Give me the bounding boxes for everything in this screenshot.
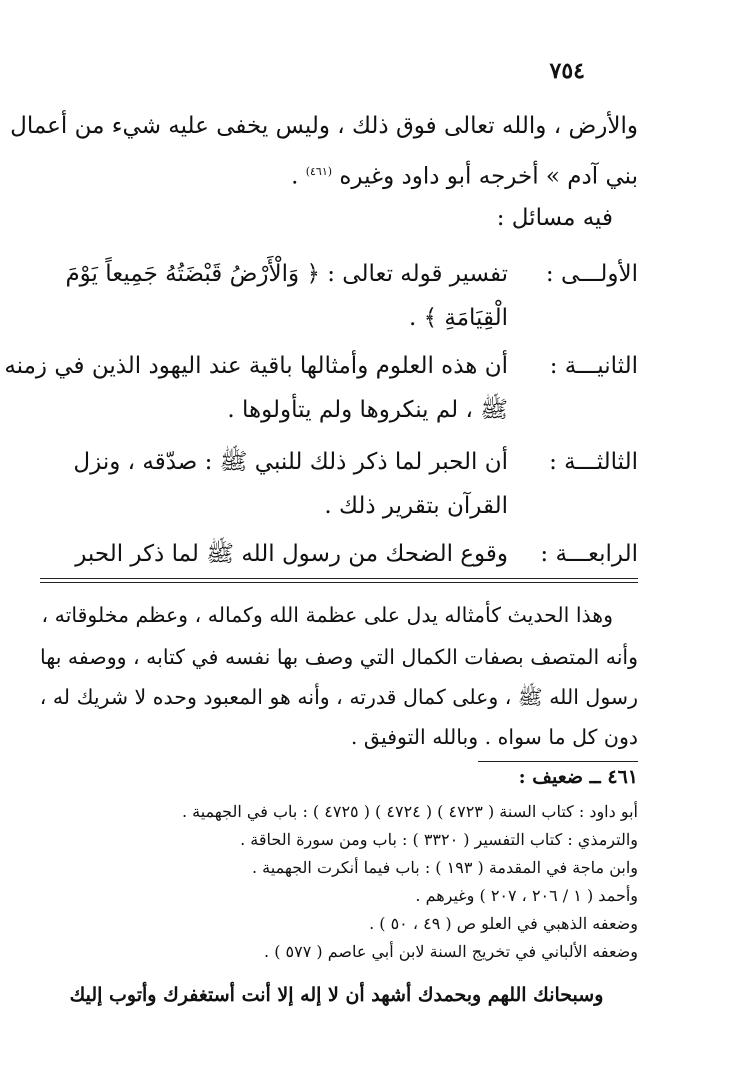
issue-line: تفسير قوله تعالى : ﴿ وَالْأَرْضُ قَبْضَتُهُ جَمِيعاً يَوْمَ [65, 261, 508, 287]
footnote-line: والترمذي : كتاب التفسير ( ٣٣٢٠ ) : باب ومن سورة الحاقة . [240, 830, 638, 849]
closing-supplication: وسبحانك اللهم وبحمدك أشهد أن لا إله إلا أنت أستغفرك وأتوب إليك [69, 984, 604, 1006]
issue-label: الثالثـــة : [549, 449, 638, 475]
text-line: بني آدم » أخرجه أبو داود وغيره $^{(٤٦١)}$ . [291, 163, 638, 190]
text-line: دون كل ما سواه . وبالله التوفيق . [350, 725, 638, 749]
section-heading: فيه مسائل : [496, 205, 613, 231]
page-number: ٧٥٤ [549, 58, 585, 84]
text-line: والأرض ، والله تعالى فوق ذلك ، وليس يخفى عليه شيء من أعمال [10, 113, 638, 139]
footnote-line: وضعفه الألباني في تخريج السنة لابن أبي عاصم ( ٥٧٧ ) . [264, 942, 638, 961]
footnote-line: أبو داود : كتاب السنة ( ٤٧٢٣ ) ( ٤٧٢٤ ) ( ٤٧٢٥ ) : باب في الجهمية . [181, 802, 638, 821]
issue-line: الْقِيَامَةِ ﴾ . [408, 305, 508, 331]
footnote-line: وضعفه الذهبي في العلو ص ( ٤٩ ، ٥٠ ) . [369, 914, 638, 933]
issue-label: الثانيـــة : [549, 353, 638, 379]
footnote-reference: (٤٦١) [305, 165, 333, 178]
footnote-line: وأحمد ( ١ / ٢٠٦ ، ٢٠٧ ) وغيرهم . [415, 886, 638, 905]
divider [40, 578, 638, 579]
issue-label: الأولـــى : [545, 261, 638, 287]
text-fragment: بني آدم » أخرجه أبو داود وغيره [339, 163, 638, 190]
footnote-heading: ٤٦١ ــ ضعيف : [518, 766, 638, 788]
issue-line: وقوع الضحك من رسول الله ﷺ لما ذكر الحبر [75, 541, 508, 567]
divider [40, 582, 638, 583]
text-line: وأنه المتصف بصفات الكمال التي وصف بها نفسه في كتابه ، ووصفه بها [40, 645, 638, 669]
footnote-divider [478, 761, 638, 762]
text-line: وهذا الحديث كأمثاله يدل على عظمة الله وكماله ، وعظم مخلوقاته ، [41, 603, 613, 627]
footnote-line: وابن ماجة في المقدمة ( ١٩٣ ) : باب فيما أنكرت الجهمية . [252, 858, 638, 877]
issue-line: أن الحبر لما ذكر ذلك للنبي ﷺ : صدّقه ، ونزل [73, 449, 508, 475]
issue-line: ﷺ ، لم ينكروها ولم يتأولوها . [227, 397, 508, 423]
issue-label: الرابعـــة : [540, 541, 638, 567]
issue-line: أن هذه العلوم وأمثالها باقية عند اليهود الذين في زمنه [4, 353, 508, 379]
text-line: رسول الله ﷺ ، وعلى كمال قدرته ، وأنه هو المعبود وحده لا شريك له ، [39, 685, 638, 709]
issue-line: القرآن بتقرير ذلك . [324, 493, 508, 519]
